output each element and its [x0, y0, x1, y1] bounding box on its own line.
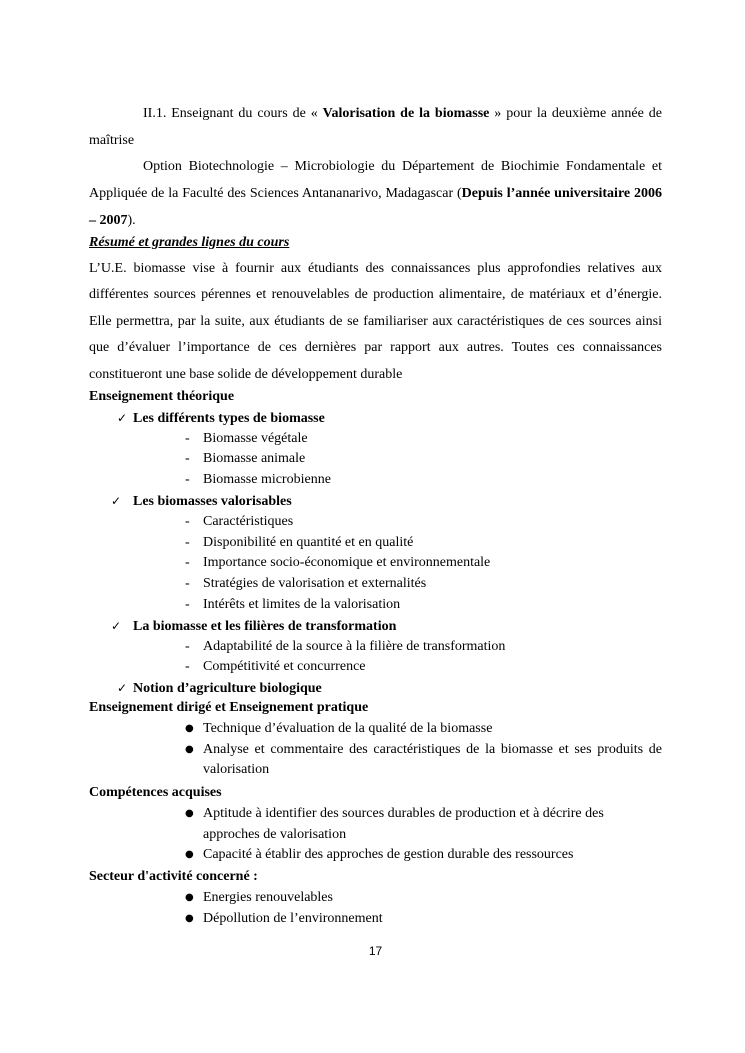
- resume-paragraph: L’U.E. biomasse vise à fournir aux étudiants des connaissances plus approfondies relatives aux différentes sources pérennes et renouvelables de production alimentaire, de matériaux et d’énergie. Elle permettra, par la suite, aux étudiants de se familiariser aux caractéristiques de ces sources ainsi que d’évaluer l’importance de ces dernières par rapport aux autres. Toutes ces connaissances constitueront une base solide de développement durable: [89, 261, 662, 382]
- list-item-text: Capacité à établir des approches de gestion durable des ressources: [203, 847, 574, 863]
- check-icon: ✓: [111, 618, 122, 633]
- list-item: [89, 637, 662, 658]
- list-item: [89, 449, 662, 470]
- list-item: [89, 553, 662, 574]
- list-item-text: Caractéristiques: [203, 513, 294, 529]
- list-item-text: Biomasse végétale: [203, 430, 308, 446]
- list-item: [89, 574, 662, 595]
- since-year: Depuis l’année universitaire 2006 – 2007: [89, 186, 662, 228]
- intro-paragraph-1: [89, 100, 662, 154]
- pratique-section: [89, 698, 662, 781]
- check-icon: ✓: [117, 681, 128, 696]
- section-title: [89, 408, 662, 429]
- list-item-text: Stratégies de valorisation et externalités: [203, 576, 427, 592]
- bullet-icon: ●: [185, 807, 194, 819]
- check-icon: ✓: [117, 410, 128, 425]
- competences-section: [89, 783, 662, 866]
- dash-icon: -: [185, 472, 190, 488]
- list-item-text: Biomasse animale: [203, 451, 306, 467]
- competences-heading: Compétences acquises: [89, 785, 222, 800]
- dash-icon: -: [185, 576, 190, 592]
- list-item-text: Adaptabilité de la source à la filière de transformation: [203, 638, 506, 654]
- intro-text: II.1. Enseignant du cours de «: [143, 106, 323, 121]
- list-item-text: Dépollution de l’environnement: [203, 910, 383, 926]
- dash-icon: -: [185, 534, 190, 550]
- section-title-label: La biomasse et les filières de transformation: [133, 618, 397, 634]
- page-number: 17: [368, 944, 383, 958]
- intro-text: » pour la deuxième année de maîtrise: [89, 106, 662, 148]
- dash-icon: -: [185, 555, 190, 571]
- list-item: [89, 470, 662, 491]
- secteur-heading: Secteur d'activité concerné :: [89, 869, 258, 884]
- section-title: [89, 491, 662, 512]
- list-item-text: Biomasse microbienne: [203, 472, 331, 488]
- bullet-icon: ●: [185, 743, 194, 755]
- dash-icon: -: [185, 596, 190, 612]
- list-item-text: Compétitivité et concurrence: [203, 659, 366, 675]
- dash-icon: -: [185, 451, 190, 467]
- list-item: [89, 595, 662, 616]
- section-title: [89, 616, 662, 637]
- section-title-label: Notion d’agriculture biologique: [133, 681, 322, 697]
- intro-text: ).: [127, 213, 136, 228]
- course-title: Valorisation de la biomasse: [322, 106, 490, 121]
- list-item: [89, 740, 662, 782]
- bullet-icon: ●: [185, 722, 194, 734]
- list-item-text: Analyse et commentaire des caractéristiques de la biomasse et ses produits de valorisation: [203, 741, 662, 778]
- theorique-heading: Enseignement théorique: [89, 389, 235, 404]
- list-item: [89, 719, 662, 740]
- dash-icon: -: [185, 513, 190, 529]
- list-item-text: Energies renouvelables: [203, 889, 333, 905]
- dash-icon: -: [185, 659, 190, 675]
- list-item: [89, 845, 662, 866]
- dash-icon: -: [185, 430, 190, 446]
- intro-text: Option Biotechnologie – Microbiologie du Département de Biochimie Fondamentale et Appliquée de la Faculté des Sciences Antananarivo, Madagascar (: [89, 159, 662, 201]
- pratique-heading: Enseignement dirigé et Enseignement pratique: [89, 700, 369, 715]
- resume-heading: Résumé et grandes lignes du cours: [89, 235, 290, 250]
- list-item: [89, 804, 662, 846]
- list-item-text: Disponibilité en quantité et en qualité: [203, 534, 414, 550]
- check-icon: ✓: [111, 493, 122, 508]
- list-item: [89, 429, 662, 450]
- section-title-label: Les différents types de biomasse: [133, 410, 325, 426]
- secteur-section: [89, 867, 662, 929]
- dash-icon: -: [185, 638, 190, 654]
- list-item: [89, 533, 662, 554]
- list-item-text: Technique d’évaluation de la qualité de la biomasse: [203, 720, 493, 736]
- list-item: [89, 512, 662, 533]
- bullet-icon: ●: [185, 912, 194, 924]
- list-item-text: Intérêts et limites de la valorisation: [203, 596, 401, 612]
- theorique-section: [89, 387, 662, 699]
- bullet-icon: ●: [185, 891, 194, 903]
- bullet-icon: ●: [185, 849, 194, 861]
- list-item: [89, 657, 662, 678]
- list-item: [89, 909, 662, 930]
- list-item-text: Aptitude à identifier des sources durables de production et à décrire des approches de valorisation: [203, 805, 604, 842]
- list-item-text: Importance socio-économique et environnementale: [203, 555, 491, 571]
- list-item: [89, 888, 662, 909]
- section-title: [89, 678, 662, 699]
- section-title-label: Les biomasses valorisables: [133, 493, 292, 509]
- intro-paragraph-2: [89, 153, 662, 234]
